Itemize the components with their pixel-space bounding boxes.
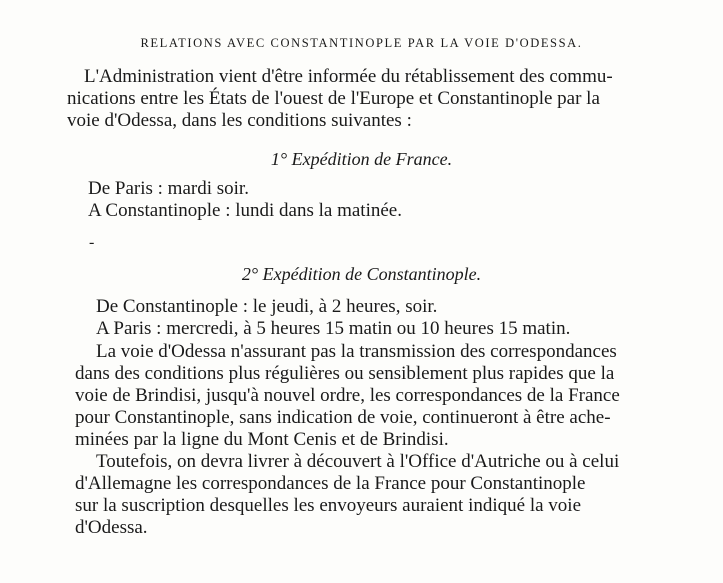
section-1-line-1: De Paris : mardi soir.: [88, 178, 249, 199]
document-heading: RELATIONS AVEC CONSTANTINOPLE PAR LA VOIE D'ODESSA.: [140, 36, 583, 50]
separator-mark: -: [89, 234, 95, 251]
para-1-line-1: La voie d'Odessa n'assurant pas la transmission des correspondances: [96, 341, 617, 362]
intro-line-2: nications entre les États de l'ouest de l'Europe et Constantinople par la: [67, 88, 600, 109]
intro-line-1: L'Administration vient d'être informée du rétablissement des commu-: [84, 66, 613, 87]
intro-line-3: voie d'Odessa, dans les conditions suivantes :: [67, 110, 412, 131]
para-2-line-3: sur la suscription desquelles les envoyeurs auraient indiqué la voie: [75, 495, 582, 516]
section-1-title: 1° Expédition de France.: [270, 149, 453, 169]
para-2-line-1: Toutefois, on devra livrer à découvert à l'Office d'Autriche ou à celui: [96, 451, 620, 472]
section-2-title: 2° Expédition de Constantinople.: [241, 264, 482, 284]
para-1-line-3: voie de Brindisi, jusqu'à nouvel ordre, les correspondances de la France: [75, 385, 620, 406]
section-2-line-2: A Paris : mercredi, à 5 heures 15 matin ou 10 heures 15 matin.: [96, 318, 571, 339]
para-1-line-5: minées par la ligne du Mont Cenis et de Brindisi.: [75, 429, 449, 450]
para-2-line-2: d'Allemagne les correspondances de la France pour Constantinople: [75, 473, 586, 494]
section-1-line-2: A Constantinople : lundi dans la matinée.: [88, 200, 402, 221]
para-1-line-2: dans des conditions plus régulières ou sensiblement plus rapides que la: [75, 363, 615, 384]
section-2-line-1: De Constantinople : le jeudi, à 2 heures, soir.: [96, 296, 438, 317]
para-2-line-4: d'Odessa.: [75, 517, 148, 538]
para-1-line-4: pour Constantinople, sans indication de voie, continueront à être ache-: [75, 407, 611, 428]
